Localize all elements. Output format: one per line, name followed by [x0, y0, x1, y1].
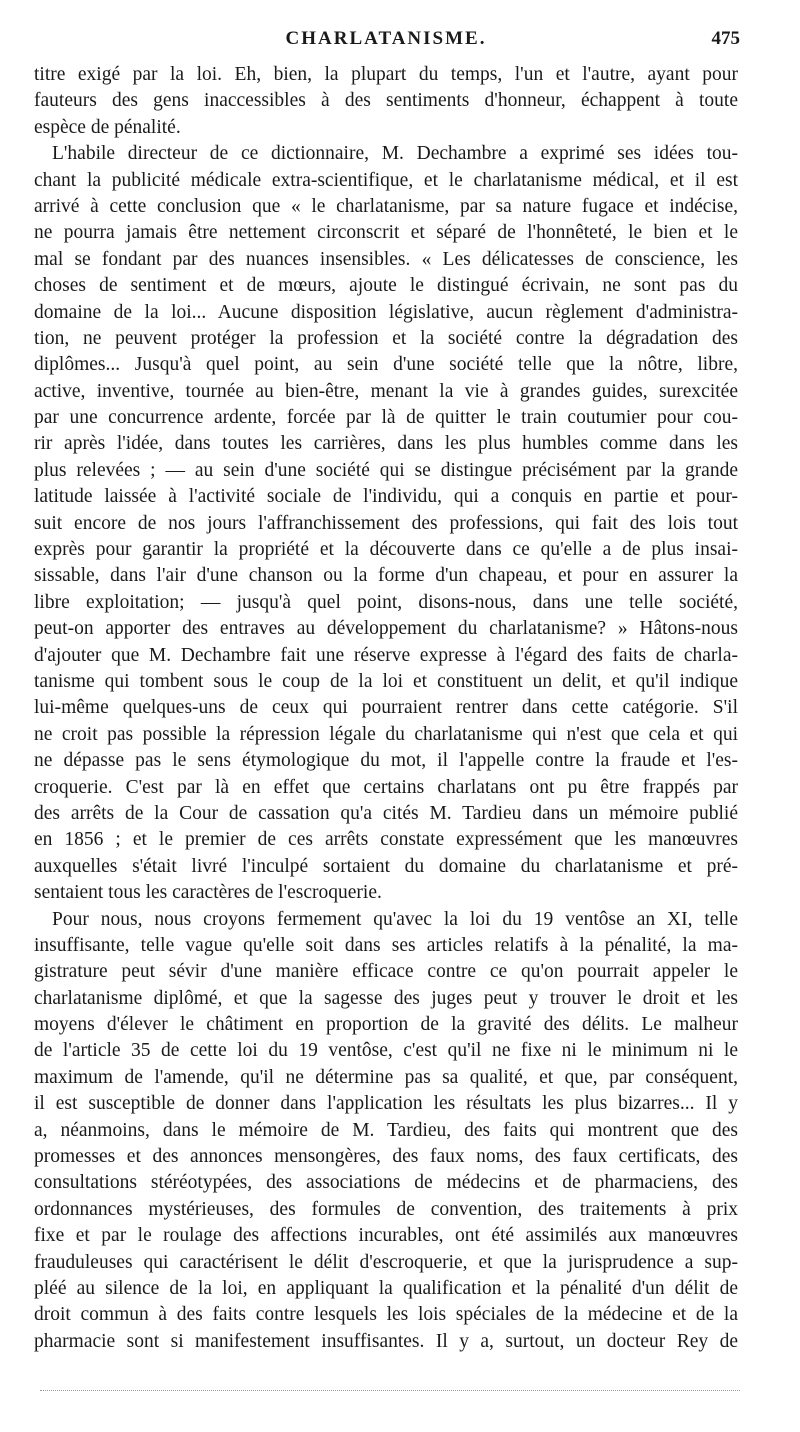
text-line: titre exigé par la loi. Eh, bien, la plupart du temps, l'un et l'autre, ayant pour [34, 64, 738, 85]
text-line: suit encore de nos jours l'affranchissement des professions, qui fait des lois tout [34, 512, 738, 534]
page-number: 475 [711, 28, 740, 49]
text-line: peut-on apporter des entraves au développement du charlatanisme? » Hâtons-nous [34, 618, 738, 640]
text-line: gistrature peut sévir d'une manière efficace contre ce qu'on pourrait appeler le [34, 961, 738, 983]
text-line: arrivé à cette conclusion que « le charlatanisme, par sa nature fugace et indécise, [34, 195, 738, 217]
text-line: charlatanisme diplômé, et que la sagesse des juges peut y trouver le droit et les [34, 987, 738, 1009]
text-line: mal se fondant par des nuances insensibles. « Les délicatesses de conscience, les [34, 248, 738, 270]
text-line: libre exploitation; — jusqu'à quel point, disons-nous, dans une telle société, [34, 591, 738, 613]
text-line: maximum de l'amende, qu'il ne détermine pas sa qualité, et que, par conséquent, [34, 1066, 738, 1088]
text-line: des arrêts de la Cour de cassation qu'a cités M. Tardieu dans un mémoire publié [34, 802, 738, 824]
text-line: il est susceptible de donner dans l'application les résultats les plus bizarres... Il y [34, 1093, 738, 1115]
text-line: ordonnances mystérieuses, des formules de convention, des traitements à prix [34, 1198, 738, 1220]
text-line: consultations stéréotypées, des associations de médecins et de pharmaciens, des [34, 1172, 738, 1194]
text-line: espèce de pénalité. [34, 116, 181, 138]
text-line: tanisme qui tombent sous le coup de la loi et constituent un delit, et qu'il indique [34, 670, 738, 692]
text-line: ne dépasse pas le sens étymologique du mot, il l'appelle contre la fraude et l'es- [34, 750, 738, 772]
text-line: promesses et des annonces mensongères, des faux noms, des faux certificats, des [34, 1146, 738, 1168]
text-line: d'ajouter que M. Dechambre fait une réserve expresse à l'égard des faits de charla- [34, 644, 738, 666]
text-line: tion, ne peuvent protéger la profession et la société contre la dégradation des [34, 327, 738, 349]
text-line: choses de sentiment et de mœurs, ajoute le distingué écrivain, ne sont pas du [34, 275, 738, 297]
text-line: croquerie. C'est par là en effet que certains charlatans ont pu être frappés par [34, 776, 738, 798]
text-line: ne pourra jamais être nettement circonscrit et séparé de l'honnêteté, le bien et le [34, 222, 738, 244]
text-line: exprès pour garantir la propriété et la découverte dans ce qu'elle a de plus insai- [34, 539, 738, 561]
body-text [34, 62, 738, 1355]
text-line: active, inventive, tournée au bien-être, menant la vie à grandes guides, surexcitée [34, 380, 738, 402]
text-line: droit commun à des faits contre lesquels les lois spéciales de la médecine et de la [34, 1304, 738, 1326]
running-title: CHARLATANISME. [285, 28, 487, 49]
text-line: diplômes... Jusqu'à quel point, au sein d'une société telle que la nôtre, libre, [34, 354, 738, 376]
running-header [32, 28, 740, 58]
footer-dotted-rule [40, 1390, 740, 1391]
text-line: sentaient tous les caractères de l'escroquerie. [34, 882, 382, 904]
text-line: de l'article 35 de cette loi du 19 ventôse, c'est qu'il ne fixe ni le minimum ni le [34, 1040, 738, 1062]
text-line: en 1856 ; et le premier de ces arrêts constate expressément que les manœuvres [34, 829, 738, 851]
text-line: L'habile directeur de ce dictionnaire, M. Dechambre a exprimé ses idées tou- [52, 143, 738, 165]
text-line: domaine de la loi... Aucune disposition législative, aucun règlement d'administra- [34, 301, 738, 323]
text-line: fauteurs des gens inaccessibles à des sentiments d'honneur, échappent à toute [34, 90, 738, 112]
text-line: rir après l'idée, dans toutes les carrières, dans les plus humbles comme dans les [34, 433, 738, 455]
text-line: ne croit pas possible la répression légale du charlatanisme qui n'est que cela et qui [34, 723, 738, 745]
text-line: a, néanmoins, dans le mémoire de M. Tardieu, des faits qui montrent que des [34, 1119, 738, 1141]
text-line: chant la publicité médicale extra-scientifique, et le charlatanisme médical, et il est [34, 169, 738, 191]
text-line: Pour nous, nous croyons fermement qu'avec la loi du 19 ventôse an XI, telle [52, 908, 738, 930]
text-line: pharmacie sont si manifestement insuffisantes. Il y a, surtout, un docteur Rey de [34, 1330, 738, 1352]
text-line: plus relevées ; — au sein d'une société qui se distingue précisément par la grande [34, 459, 738, 481]
text-line: pléé au silence de la loi, en appliquant la qualification et la pénalité d'un délit de [34, 1277, 738, 1299]
text-line: lui-même quelques-uns de ceux qui pourraient rentrer dans cette catégorie. S'il [34, 697, 738, 719]
text-line: auxquelles s'était livré l'inculpé sortaient du domaine du charlatanisme et pré- [34, 855, 738, 877]
text-line: frauduleuses qui caractérisent le délit d'escroquerie, et que la jurisprudence a sup- [34, 1251, 738, 1273]
text-line: fixe et par le roulage des affections incurables, ont été assimilés aux manœuvres [34, 1225, 738, 1247]
text-line: insuffisante, telle vague qu'elle soit dans ses articles relatifs à la pénalité, la ma- [34, 934, 738, 956]
text-line: latitude laissée à l'activité sociale de l'individu, qui a conquis en partie et pour- [34, 486, 738, 508]
text-line: sissable, dans l'air d'une chanson ou la forme d'un chapeau, et pour en assurer la [34, 565, 738, 587]
text-line: par une concurrence ardente, forcée par là de quitter le train coutumier pour cou- [34, 407, 738, 429]
text-line: moyens d'élever le châtiment en proportion de la gravité des délits. Le malheur [34, 1014, 738, 1036]
